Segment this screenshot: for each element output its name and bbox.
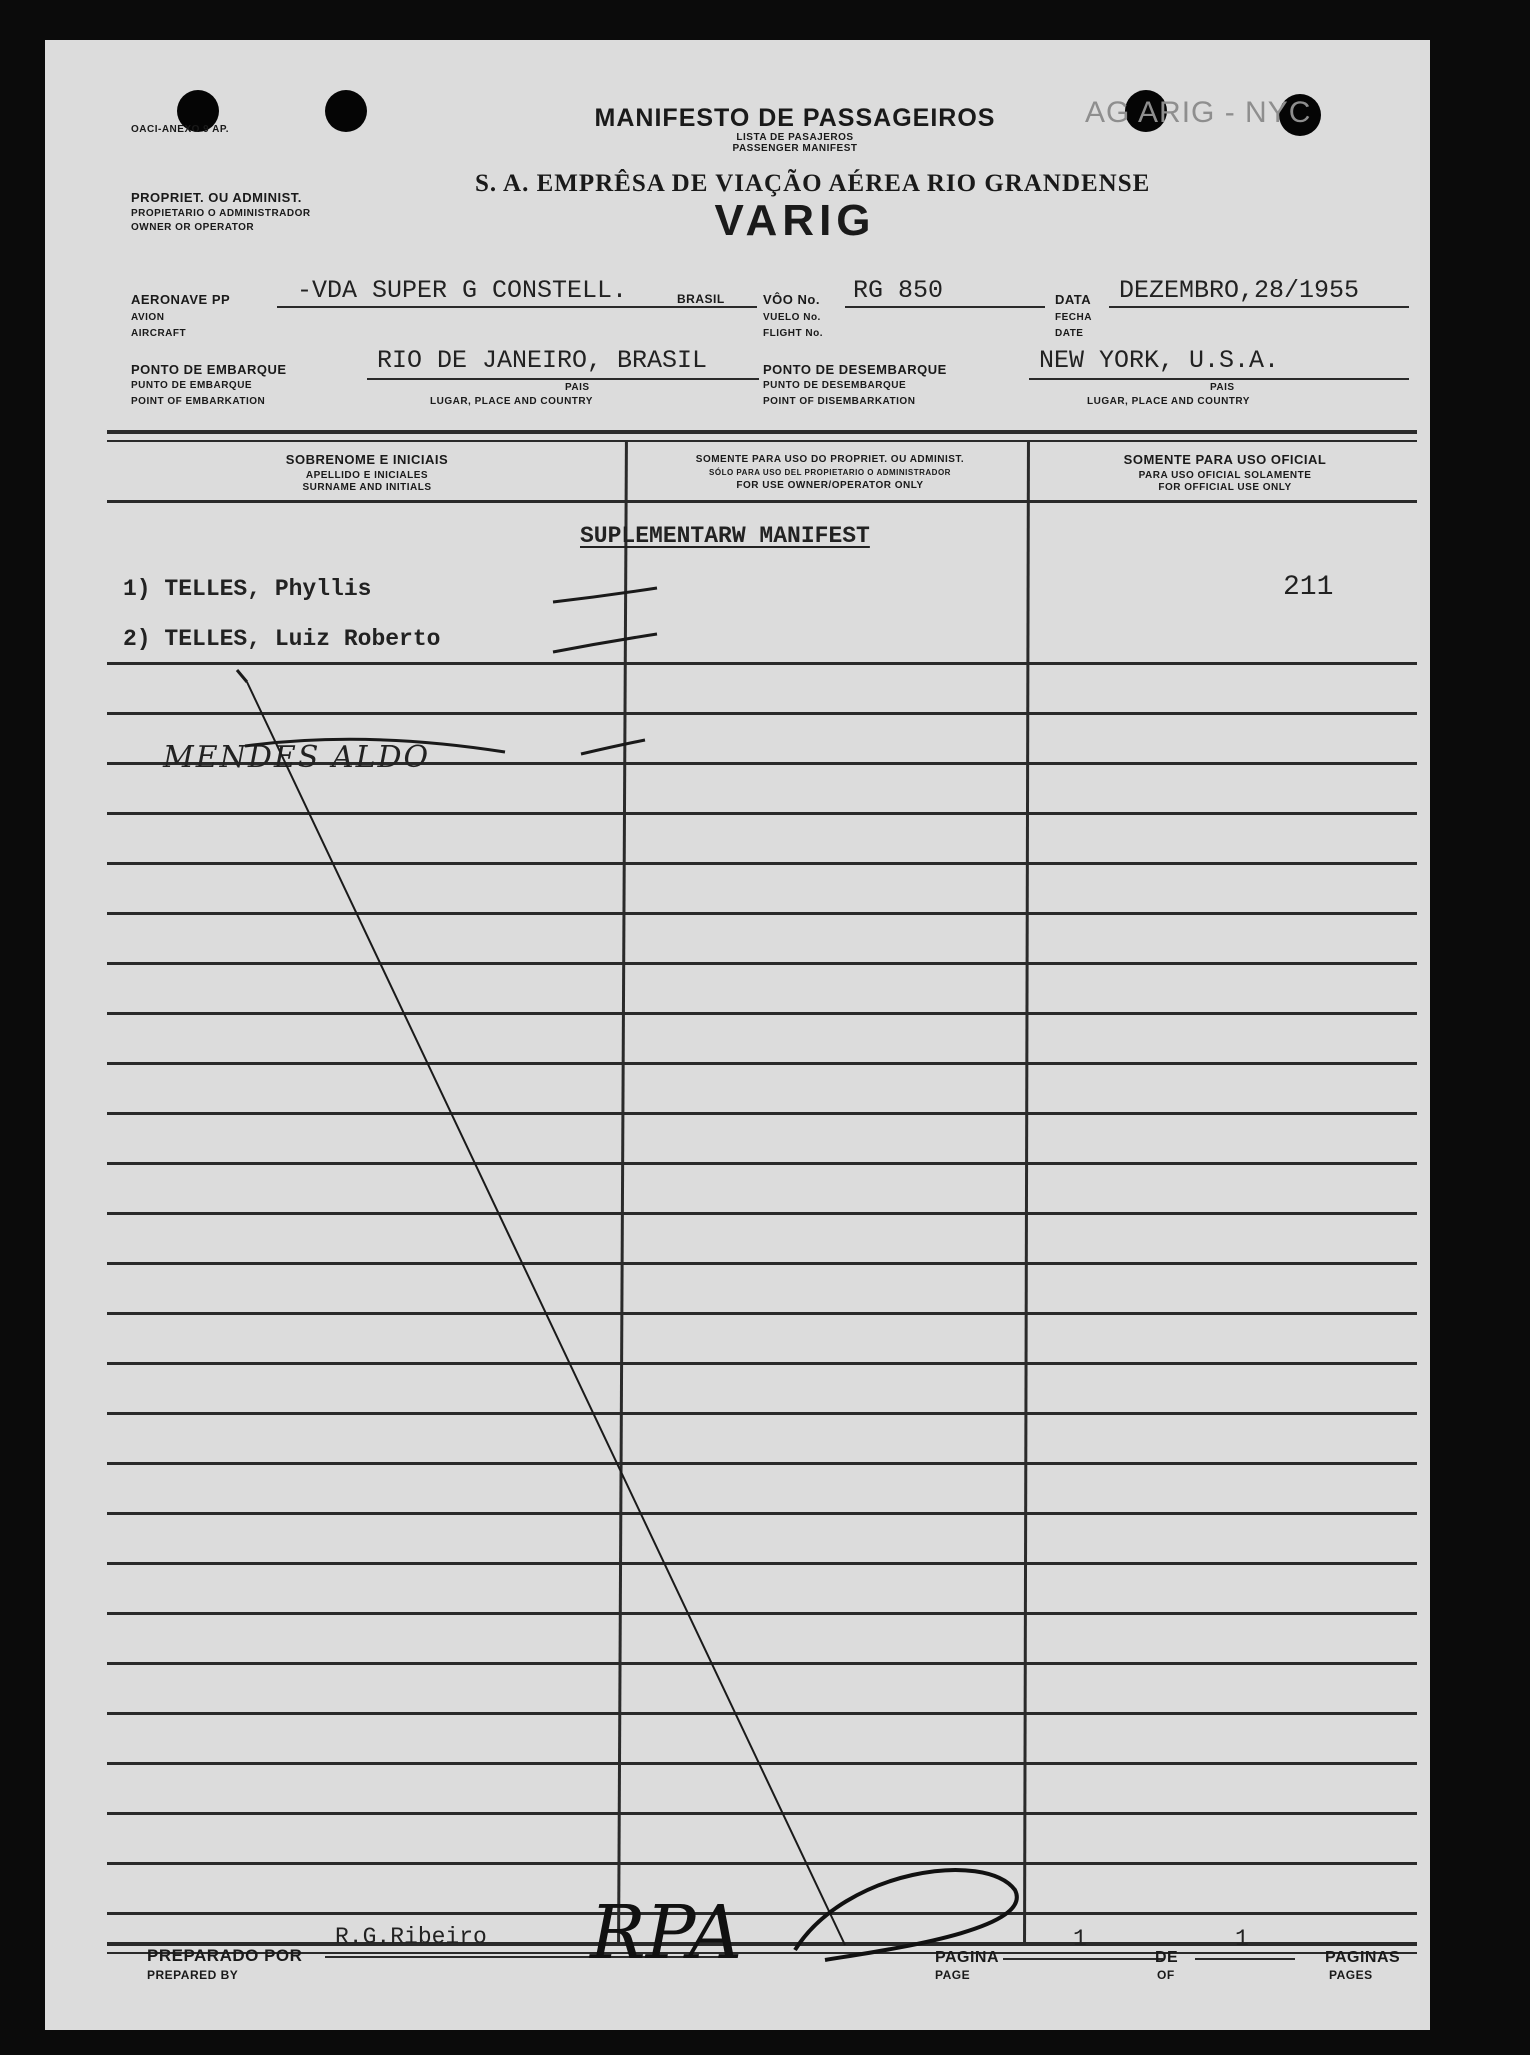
prepared-label-en: PREPARED BY [147, 1968, 239, 1982]
flight-label-pt: VÔO No. [763, 292, 820, 307]
aircraft-label-es: AVION [131, 312, 165, 323]
document-title: MANIFESTO DE PASSAGEIROS [594, 104, 996, 132]
col2-header-en: FOR USE OWNER/OPERATOR ONLY [736, 480, 924, 491]
disembark-sub-en: LUGAR, PLACE AND COUNTRY [1087, 396, 1250, 407]
signature-flourish [765, 1830, 1065, 1970]
annex-label: OACI-ANEXO 9 AP. [131, 124, 230, 135]
dash-mark-3 [581, 740, 645, 754]
passenger-2-name: 2) TELLES, Luiz Roberto [123, 626, 441, 652]
flight-label-en: FLIGHT No. [763, 328, 823, 339]
document-subtitle-es: LISTA DE PASAJEROS [736, 132, 854, 143]
brand-name: VARIG [714, 196, 876, 245]
prepared-label-pt: PREPARADO POR [147, 1946, 303, 1965]
embark-sub-en: LUGAR, PLACE AND COUNTRY [430, 396, 593, 407]
handwritten-crossed-name: MENDES ALDO [163, 740, 431, 775]
pages-label-pt: PAGINAS [1325, 1949, 1401, 1966]
date-value: DEZEMBRO,28/1955 [1119, 276, 1360, 305]
prepared-value: R.G.Ribeiro [335, 1924, 487, 1950]
aircraft-country: BRASIL [677, 292, 725, 306]
col1-header-pt: SOBRENOME E INICIAIS [285, 452, 449, 467]
check-tick [237, 670, 247, 682]
embark-sub-pt: PAIS [565, 382, 590, 393]
col3-header-pt: SOMENTE PARA USO OFICIAL [1123, 452, 1327, 467]
of-value: 1 [1235, 1926, 1249, 1952]
owner-label-es: PROPIETARIO O ADMINISTRADOR [131, 208, 311, 219]
supplementary-heading: SUPLEMENTARW MANIFEST [580, 523, 870, 549]
embark-label-en: POINT OF EMBARKATION [131, 396, 266, 407]
date-label-en: DATE [1055, 328, 1084, 339]
owner-label-en: OWNER OR OPERATOR [131, 222, 255, 233]
disembark-label-pt: PONTO DE DESEMBARQUE [763, 362, 947, 377]
disembark-label-en: POINT OF DISEMBARKATION [763, 396, 916, 407]
page-label-en: PAGE [935, 1968, 971, 1982]
dash-mark-2 [553, 634, 657, 652]
company-name: S. A. EMPRÊSA DE VIAÇÃO AÉREA RIO GRANDENSE [475, 170, 1151, 197]
col1-header-en: SURNAME AND INITIALS [302, 482, 432, 493]
col3-header-en: FOR OFFICIAL USE ONLY [1158, 482, 1292, 493]
passenger-1-name: 1) TELLES, Phyllis [123, 576, 372, 602]
embark-label-pt: PONTO DE EMBARQUE [131, 362, 287, 377]
embark-label-es: PUNTO DE EMBARQUE [131, 380, 253, 391]
aircraft-label-pt: AERONAVE PP [131, 292, 231, 307]
of-label-en: OF [1157, 1968, 1175, 1982]
aircraft-value: -VDA SUPER G CONSTELL. [297, 276, 628, 305]
page-value: 1 [1073, 1926, 1087, 1952]
document-subtitle-en: PASSENGER MANIFEST [732, 143, 858, 154]
disembark-sub-pt: PAIS [1210, 382, 1235, 393]
manifest-document [45, 40, 1430, 2030]
aircraft-label-en: AIRCRAFT [131, 328, 187, 339]
page-underline [1003, 1958, 1163, 1960]
disembark-value: NEW YORK, U.S.A. [1039, 346, 1280, 375]
strike-through [245, 739, 505, 752]
owner-label-pt: PROPRIET. OU ADMINIST. [131, 190, 302, 205]
of-label-pt: DE [1155, 1949, 1179, 1966]
date-label-pt: DATA [1055, 292, 1092, 307]
flight-label-es: VUELO No. [763, 312, 821, 323]
signature: RPA [590, 1890, 743, 1976]
col1-header-es: APELLIDO E INICIALES [305, 470, 429, 481]
dash-mark-1 [553, 588, 657, 602]
page-label-pt: PAGINA [935, 1949, 1000, 1966]
pen-marks [45, 40, 1430, 2030]
col2-header-pt: SOMENTE PARA USO DO PROPRIET. OU ADMINIST. [695, 454, 965, 465]
pages-label-en: PAGES [1329, 1968, 1373, 1982]
col2-header-es: SÓLO PARA USO DEL PROPIETARIO O ADMINISTRADOR [709, 468, 951, 477]
embark-value: RIO DE JANEIRO, BRASIL [377, 346, 708, 375]
flight-value: RG 850 [853, 276, 944, 305]
date-label-es: FECHA [1055, 312, 1092, 323]
col3-header-es: PARA USO OFICIAL SOLAMENTE [1138, 470, 1312, 481]
of-underline [1195, 1958, 1295, 1960]
diagonal-cancel-line [247, 682, 845, 1945]
disembark-label-es: PUNTO DE DESEMBARQUE [763, 380, 907, 391]
passenger-1-official: 211 [1283, 572, 1334, 603]
office-stamp: AG ARIG - NYC [1085, 96, 1312, 129]
